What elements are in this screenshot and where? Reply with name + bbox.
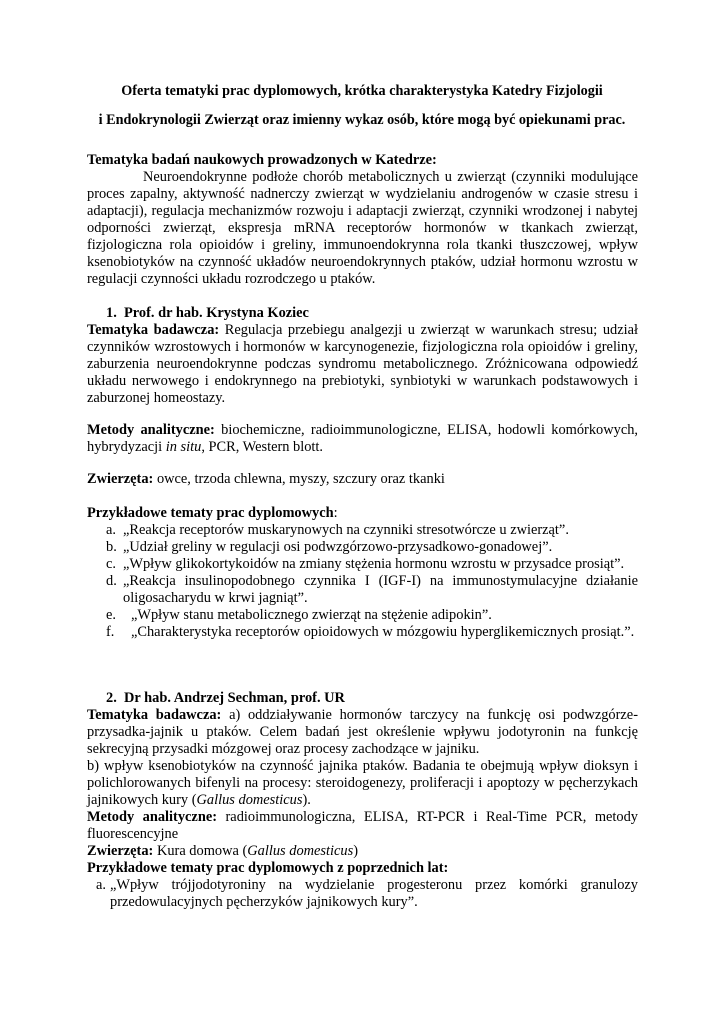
person-1-animals-text: owce, trzoda chlewna, myszy, szczury oraz tkanki xyxy=(156,471,445,487)
research-heading: Tematyka badań naukowych prowadzonych w Katedrze: xyxy=(87,152,437,168)
person-2-animals-tail: ) xyxy=(353,843,358,859)
list-item xyxy=(106,607,638,624)
list-marker: a. xyxy=(106,522,116,538)
list-marker: c. xyxy=(106,556,116,572)
list-item xyxy=(106,522,638,539)
person-1-topics-label: Tematyka badawcza: xyxy=(87,322,220,338)
person-1-examples-heading-text: Przykładowe tematy prac dyplomowych xyxy=(87,505,334,521)
person-2-topics-text: a) oddziaływanie hormonów tarczycy na funkcję osi podwzgórze-przysadka-jajnik u ptaków. Celem badań jest określenie wpływu jodotyronin na funkcję sekrecyjną przysadki mózgowej oraz procesy zachodzące w jajniku. xyxy=(87,707,638,757)
list-marker: a. xyxy=(96,877,106,893)
list-item-text: „Udział greliny w regulacji osi podwzgórzowo-przysadkowo-gonadowej”. xyxy=(123,539,553,555)
research-text xyxy=(87,169,638,288)
person-2-methods xyxy=(87,809,638,843)
research-body: Neuroendokrynne podłoże chorób metabolicznych u zwierząt (czynniki modulujące proces zapalny, aktywność nadnerczy zwierząt w wydzielaniu androgenów w czasie stresu i adaptacji), regulacja mechanizmów rozwoju i adaptacji zwierząt, czynniki wrodzonej i nabytej odporności zwierząt, ekspresja mRNA receptorów hormonów w tkankach zwierząt, fizjologiczna rola opioidów i greliny, immunoendokrynna rola tkanki tłuszczowej, wpływ ksenobiotyków na czynność układów neuroendokrynnych ptaków, udział hormonu wzrostu w regulacji czynności układu rozrodczego u ptaków. xyxy=(87,169,638,287)
person-2-name: Dr hab. Andrzej Sechman, prof. UR xyxy=(124,690,345,706)
list-item xyxy=(96,877,638,911)
list-item xyxy=(106,624,638,658)
person-2-methods-label: Metody analityczne: xyxy=(87,809,217,825)
person-1-methods-label: Metody analityczne: xyxy=(87,422,215,438)
person-1-topics-text: Regulacja przebiegu analgezji u zwierząt w warunkach stresu; udział czynników wzrostowych i hormonów w karcynogenezie, fizjologiczna rola opioidów i greliny, zaburzenia neuroendokrynne podczas syndromu metabolicznego. Zróżnicowana odpowiedź układu nerwowego i endokrynnego na prebiotyki, synbiotyki w warunkach podstawowych i zaburzonej homeostazy. xyxy=(87,322,638,406)
person-1-methods-text: biochemiczne, radioimmunologiczne, ELISA, hodowli komórkowych, hybrydyzacji xyxy=(87,422,639,455)
list-item-text: „Wpływ trójjodotyroniny na wydzielanie progesteronu przez komórki granulozy przedowulacyjnych pęcherzyków jajnikowych kury”. xyxy=(110,877,638,910)
list-marker: e. xyxy=(106,607,116,623)
person-1-methods-tail: , PCR, Western blott. xyxy=(201,439,324,455)
person-2-topics-b xyxy=(87,758,638,809)
list-item xyxy=(106,573,638,607)
person-2-animals xyxy=(87,843,358,860)
list-item-text: „Charakterystyka receptorów opioidowych w mózgowiu hyperglikemicznych prosiąt.”. xyxy=(131,624,635,640)
list-marker: f. xyxy=(106,624,115,640)
document-title-line-1: Oferta tematyki prac dyplomowych, krótka charakterystyka Katedry Fizjologii xyxy=(121,83,603,99)
person-2-animals-label: Zwierzęta: xyxy=(87,843,154,859)
list-item-text: „Wpływ glikokortykoidów na zmiany stężenia hormonu wzrostu w przysadce prosiąt”. xyxy=(123,556,625,572)
person-2-methods-text: radioimmunologiczna, ELISA, RT-PCR i Real-Time PCR, metody fluorescencyjne xyxy=(87,809,638,842)
document-title-line-2: i Endokrynologii Zwierząt oraz imienny wykaz osób, które mogą być opiekunami prac. xyxy=(98,112,626,128)
person-2-topics-label: Tematyka badawcza: xyxy=(87,707,222,723)
person-2-animals-italic: Gallus domesticus xyxy=(247,843,354,859)
person-1-animals-label: Zwierzęta: xyxy=(87,471,154,487)
person-2-topics-b-italic: Gallus domesticus xyxy=(196,792,303,808)
person-1-topics xyxy=(87,322,638,407)
person-2-topics-a xyxy=(87,707,638,758)
person-2-animals-text: Kura domowa ( xyxy=(156,843,248,859)
list-item-text: „Wpływ stanu metabolicznego zwierząt na stężenie adipokin”. xyxy=(131,607,492,623)
person-2-examples-heading: Przykładowe tematy prac dyplomowych z poprzednich lat: xyxy=(87,860,449,876)
person-1-methods-italic: in situ xyxy=(165,439,202,455)
person-1-methods xyxy=(87,422,638,456)
person-1-animals xyxy=(87,471,445,488)
list-item-text: „Reakcja receptorów muskarynowych na czynniki stresotwórcze u zwierząt”. xyxy=(123,522,569,538)
person-1-examples-colon: : xyxy=(333,505,338,521)
list-item xyxy=(106,556,638,573)
person-2-topics-b-text: b) wpływ ksenobiotyków na czynność jajnika ptaków. Badania te obejmują wpływ dioksyn i polichlorowanych bifenyli na procesy: steroidogenezy, proliferacji i apoptozy w pęcherzykach jajnikowych kury ( xyxy=(87,758,638,808)
list-item-text: „Reakcja insulinopodobnego czynnika I (IGF-I) na immunostymulacyjne działanie oligosacharydu w krwi jagniąt”. xyxy=(123,573,638,606)
person-1-name: Prof. dr hab. Krystyna Koziec xyxy=(124,305,309,321)
person-2-topics-b-tail: ). xyxy=(302,792,311,808)
list-marker: b. xyxy=(106,539,117,555)
person-2-number: 2. xyxy=(106,690,117,706)
person-1-number: 1. xyxy=(106,305,117,321)
list-item xyxy=(106,539,638,556)
list-marker: d. xyxy=(106,573,117,589)
person-1-examples-heading xyxy=(87,505,338,522)
